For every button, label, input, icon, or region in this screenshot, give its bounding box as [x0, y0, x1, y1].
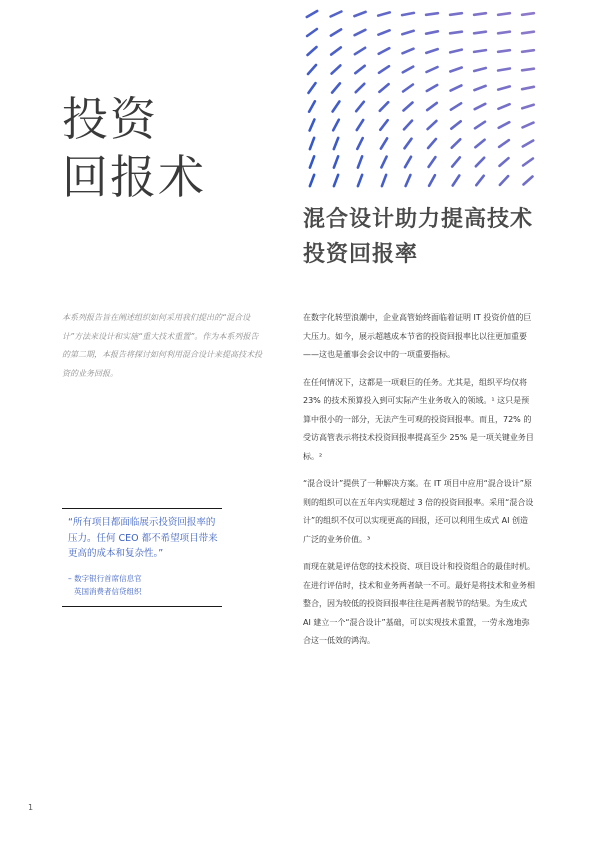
pattern-dash [522, 69, 534, 71]
pattern-dash [307, 29, 317, 36]
pattern-dash [404, 121, 412, 130]
pattern-dash [331, 12, 342, 17]
quote-org: 英国消费者信贷组织 [74, 586, 142, 596]
pattern-dash [523, 141, 533, 147]
pattern-dash [403, 67, 413, 73]
pattern-dash [378, 30, 389, 34]
pattern-dash [500, 176, 508, 185]
pattern-dash [334, 175, 338, 186]
pattern-dash [428, 121, 437, 129]
pattern-dash [451, 85, 462, 90]
pattern-dash [474, 50, 486, 52]
pattern-dash [309, 83, 316, 93]
pattern-dash [474, 68, 486, 71]
pattern-dash [354, 12, 365, 16]
pattern-dash [498, 86, 510, 89]
pattern-dash [355, 66, 364, 73]
pattern-dash [403, 49, 414, 54]
pattern-dash [310, 138, 314, 149]
body-text [303, 309, 535, 660]
pattern-dash [403, 85, 413, 92]
pattern-dash [499, 122, 510, 128]
pattern-dash [428, 139, 436, 148]
pattern-dash [332, 65, 341, 73]
body-paragraph: 而现在就是评估您的技术投资、项目设计和投资组合的最佳时机。在进行评估时，技术和业务两者缺一不可。最好是将技术和业务相整合，因为较低的投资回报率往往是两者脱节的结果。为生成式 AI 建立一个“混合设计”基础，可以实现技术重置，一劳永逸地弥合这一低效的鸿沟。 [303, 562, 535, 645]
pattern-dash [331, 29, 341, 35]
pattern-dash [474, 13, 486, 15]
pattern-dash [381, 138, 387, 148]
pattern-dash [499, 140, 509, 147]
pattern-dash [333, 120, 339, 131]
page-title [62, 90, 206, 206]
pattern-dash [334, 138, 338, 149]
pattern-dash [474, 86, 485, 90]
pattern-dash [308, 47, 317, 55]
pattern-dash [379, 66, 389, 73]
pattern-dash [378, 12, 390, 15]
pattern-dash [427, 103, 437, 110]
pattern-dash [358, 156, 362, 167]
pattern-dash [451, 103, 461, 109]
pattern-dash [404, 103, 413, 111]
pattern-dash [332, 83, 340, 92]
pattern-dash [355, 48, 365, 54]
pattern-dash [333, 102, 340, 112]
pattern-dash [524, 177, 533, 185]
pattern-dash [475, 122, 485, 129]
pattern-dash [452, 139, 461, 147]
pattern-dash [523, 123, 534, 128]
pattern-dash [381, 157, 386, 168]
pattern-dash [382, 175, 386, 186]
pattern-dash [310, 120, 315, 131]
pull-quote [62, 508, 222, 607]
pattern-dash [355, 30, 366, 35]
pattern-dash [498, 32, 510, 34]
pattern-dash [522, 50, 534, 52]
pattern-dash [522, 87, 534, 89]
pattern-dash [429, 157, 436, 167]
pattern-dash [429, 175, 435, 186]
body-paragraph: 在数字化转型浪潮中，企业高管始终面临着证明 IT 投资价值的巨大压力。如今，展示超越成本节省的投资回报率比以往更加重要——这也是董事会会议中的一项重要指标。 [303, 313, 532, 359]
pattern-dash [357, 120, 363, 130]
page-number: 1 [28, 803, 34, 812]
pattern-dash [523, 159, 533, 166]
body-paragraph: 在任何情况下，这都是一项艰巨的任务。尤其是，组织平均仅将 23% 的技术预算投入到可实际产生业务收入的领域。¹ 这只是预算中很小的一部分，无法产生可观的投资回报率。而且，72% 的受访高管表示将技术投资回报率提高至少 25% 是一项关键业务目标。² [303, 377, 534, 461]
pattern-dash [500, 158, 509, 166]
pattern-dash [307, 11, 317, 17]
page-subtitle: 混合设计助力提高技术投资回报率 [303, 207, 534, 267]
pattern-dash [380, 102, 388, 111]
pattern-dash [310, 156, 314, 167]
pattern-dash [402, 31, 413, 34]
pattern-dash [450, 13, 462, 15]
pattern-dash [379, 48, 390, 54]
pattern-dash [406, 175, 411, 186]
pattern-dash [405, 139, 412, 149]
pattern-dash [357, 138, 362, 149]
pattern-dash [356, 84, 365, 92]
pattern-dash [498, 50, 510, 52]
quote-author: – 数字银行首席信息官 [68, 573, 142, 583]
pattern-dash [522, 32, 534, 34]
pattern-dash [451, 121, 460, 128]
pattern-dash [475, 140, 484, 148]
pattern-dash [498, 104, 509, 109]
pattern-dash [475, 104, 486, 109]
pattern-dash [522, 105, 533, 109]
pattern-dash [379, 84, 388, 92]
intro-text: 本系列报告旨在阐述组织如何采用我们提出的“混合设计”方法来设计和实施“重大技术重置”。作为本系列报告的第二期，本报告将探讨如何利用混合设计来提高技术投资的业务回报。 [62, 313, 262, 378]
pattern-dash [450, 32, 462, 34]
quote-top-rule [62, 508, 222, 509]
pattern-dash [452, 157, 460, 166]
pattern-dash [522, 13, 534, 15]
pattern-dash [310, 175, 314, 186]
pattern-dash [450, 50, 462, 53]
pattern-dash [380, 120, 387, 130]
quote-text: “所有项目都面临展示投资回报率的压力。任何 CEO 都不希望项目带来更高的成本和复杂性。” [68, 517, 218, 559]
pattern-dash [498, 69, 510, 71]
pattern-dash [450, 68, 461, 72]
pattern-dash [427, 67, 438, 72]
pattern-dash [309, 101, 315, 111]
pattern-dash [426, 13, 438, 15]
pattern-dash [474, 32, 486, 34]
pattern-dash [331, 47, 341, 54]
pattern-dash [476, 158, 484, 167]
quote-attribution [68, 572, 222, 598]
body-paragraph: “混合设计”提供了一种解决方案。在 IT 项目中应用“混合设计”原则的组织可以在五年内实现超过 3 倍的投资回报率。采用“混合设计”的组织不仅可以实现更高的回报，还可以利用生成式 AI 创造广泛的业务价值。³ [303, 479, 534, 544]
quote-bottom-rule [62, 606, 222, 607]
pattern-dash [427, 85, 437, 91]
pattern-dash [402, 13, 414, 15]
title-line: 投资 [62, 92, 158, 146]
dash-pattern-graphic [300, 4, 540, 190]
pattern-dash [405, 157, 411, 167]
title-line: 回报术 [62, 150, 206, 204]
pattern-dash [453, 176, 460, 186]
pattern-dash [426, 31, 438, 33]
pattern-dash [358, 175, 362, 186]
pattern-dash [476, 176, 483, 185]
pattern-dash [356, 102, 364, 111]
pattern-dash [334, 156, 338, 167]
pattern-dash [498, 13, 510, 15]
pattern-dash [426, 49, 437, 53]
pattern-dash [308, 65, 316, 74]
